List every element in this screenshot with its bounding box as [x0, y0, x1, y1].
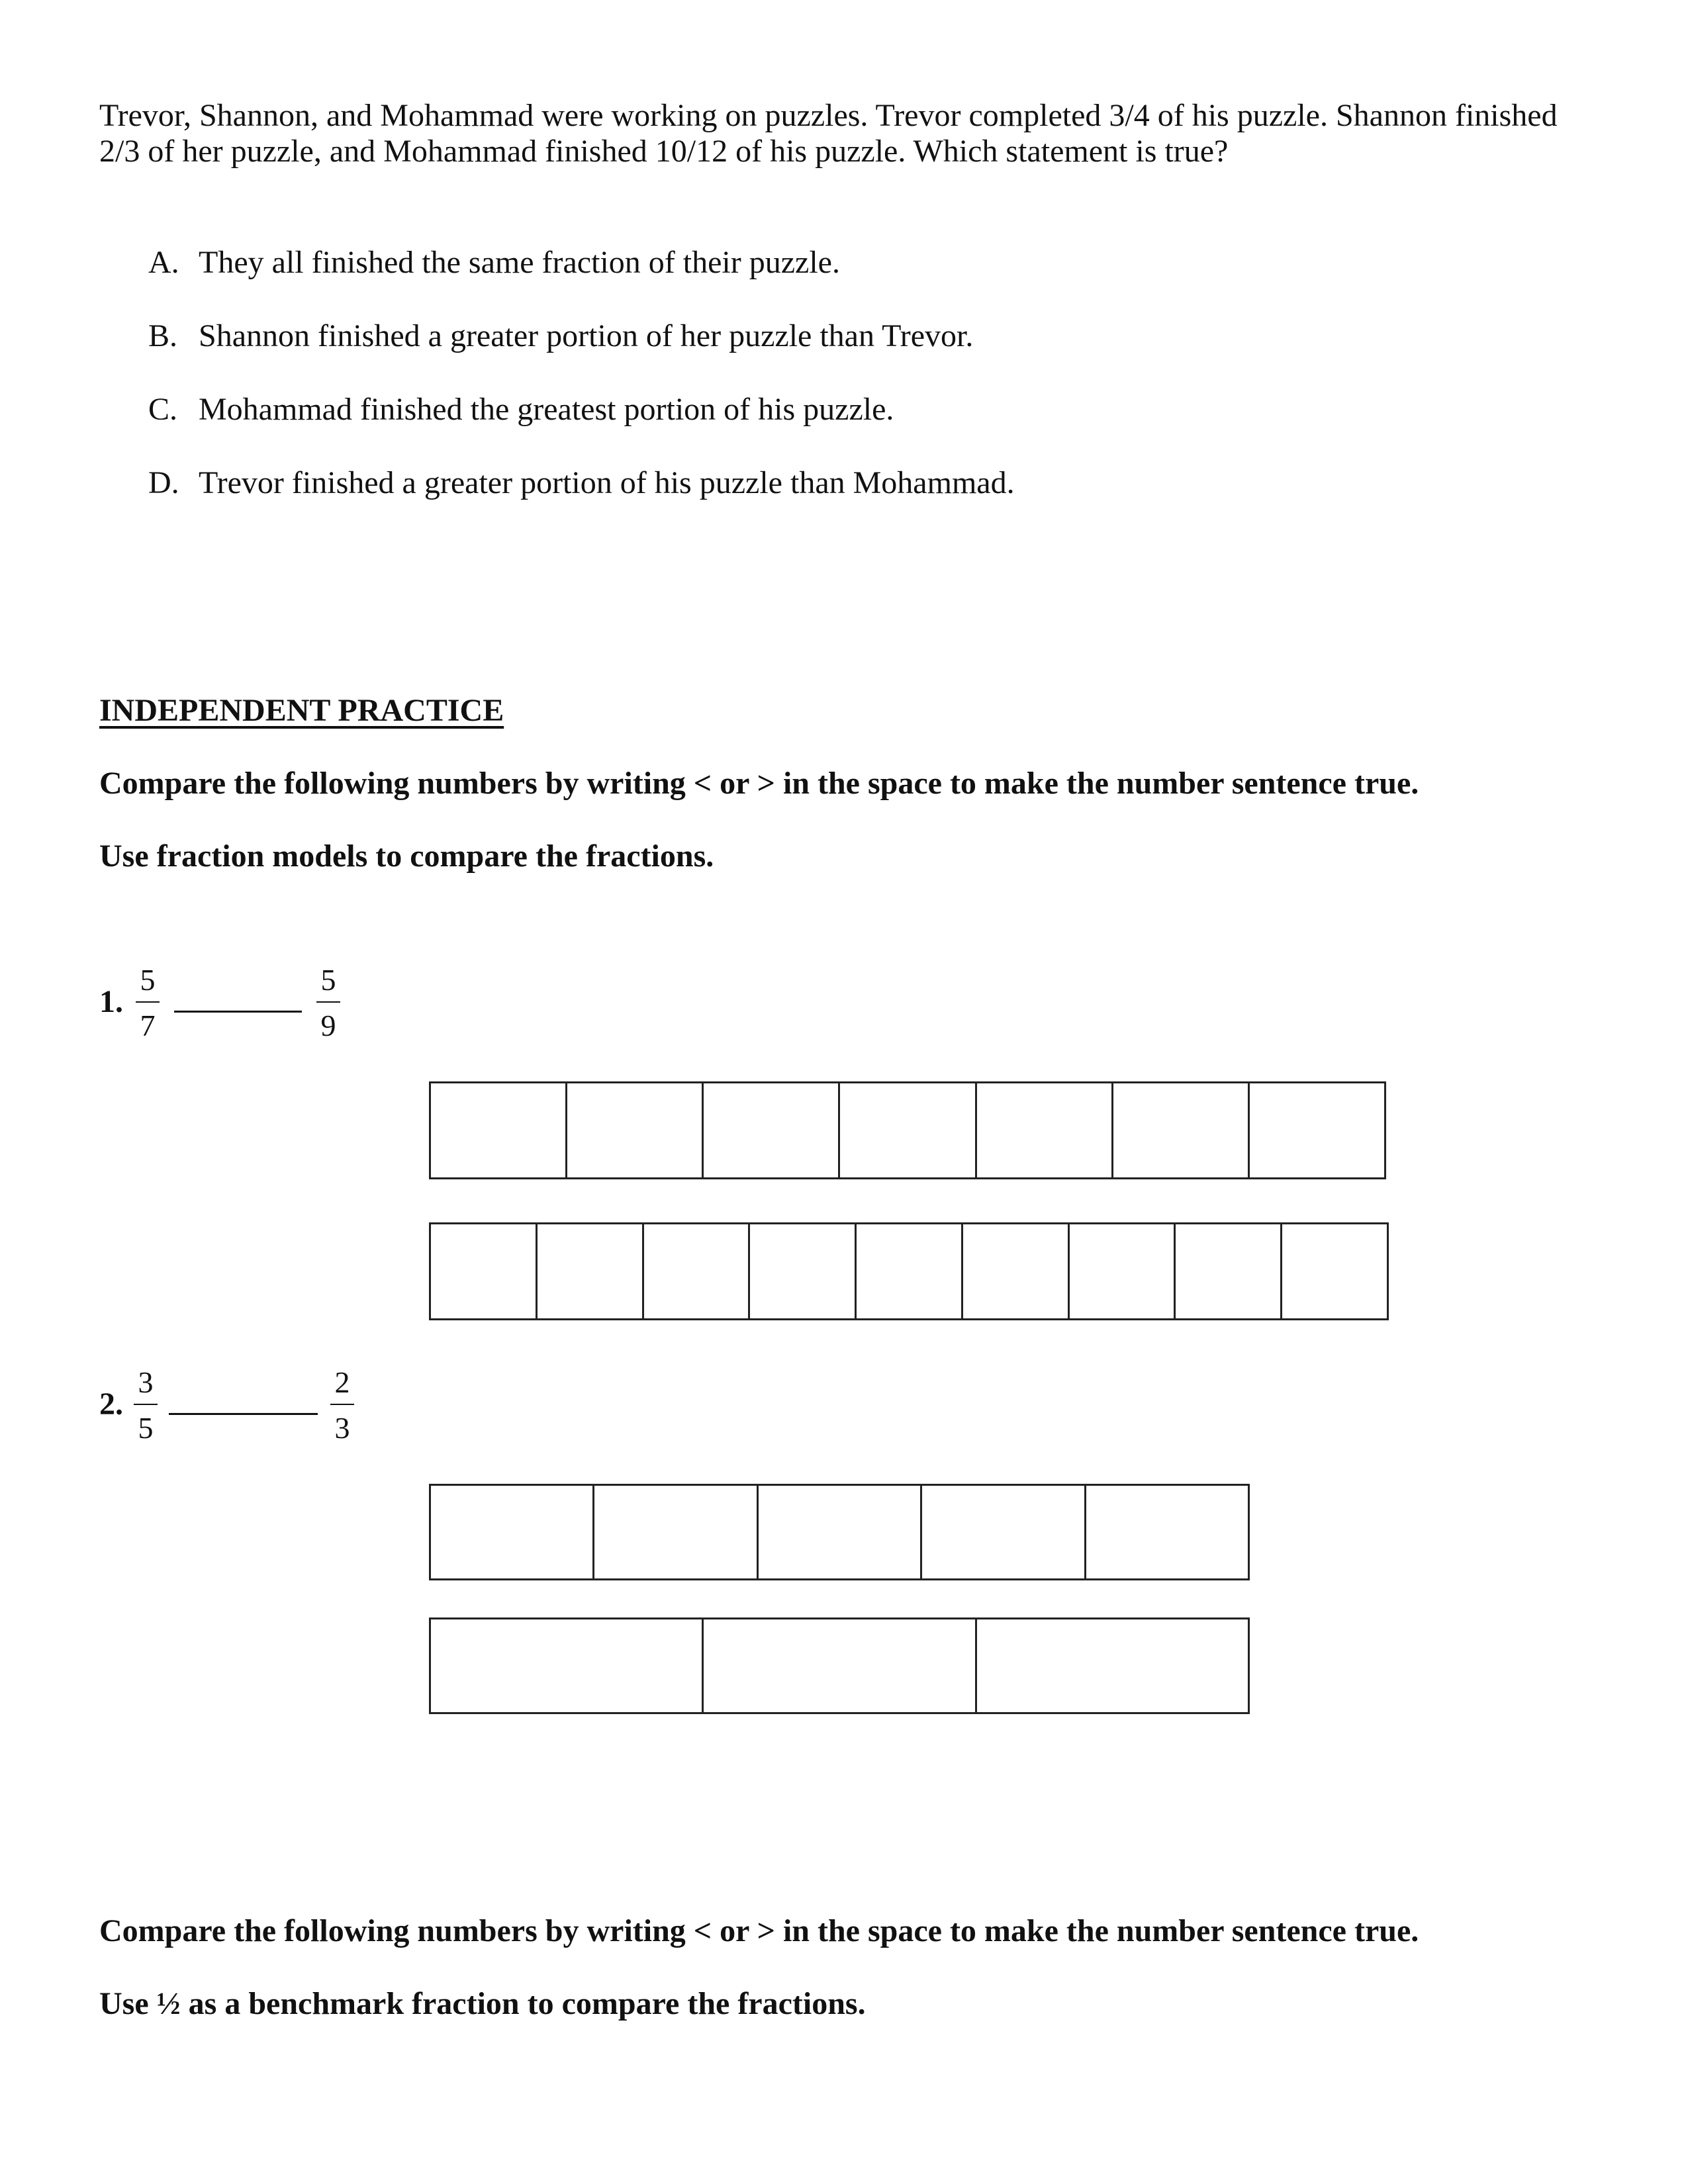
- model-cell: [857, 1224, 963, 1318]
- fraction-model-ninths: [429, 1222, 1389, 1320]
- problem-number: 1.: [99, 984, 123, 1019]
- word-problem-text: Trevor, Shannon, and Mohammad were working on puzzles. Trevor completed 3/4 of his puzzle. Shannon finished 2/3 of her puzzle, and Mohammad finished 10/12 of his puzzle. Which statement is true?: [99, 98, 1558, 169]
- model-cell: [963, 1224, 1070, 1318]
- answer-blank[interactable]: [174, 1011, 302, 1013]
- choice-letter: A.: [148, 245, 179, 280]
- model-cell: [431, 1083, 567, 1177]
- choice-text: They all finished the same fraction of their puzzle.: [199, 245, 840, 280]
- model-cell: [1070, 1224, 1176, 1318]
- fraction-numerator: 5: [140, 963, 156, 997]
- model-cell: [1282, 1224, 1387, 1318]
- section-heading: INDEPENDENT PRACTICE: [99, 693, 504, 728]
- model-cell: [750, 1224, 857, 1318]
- model-cell: [431, 1224, 538, 1318]
- choice-text: Mohammad finished the greatest portion of his puzzle.: [199, 392, 894, 427]
- model-cell: [1113, 1083, 1250, 1177]
- choice-text: Shannon finished a greater portion of her puzzle than Trevor.: [199, 318, 974, 353]
- fraction-numerator: 2: [334, 1365, 350, 1399]
- fraction-denominator: 5: [138, 1411, 154, 1445]
- problem-number: 2.: [99, 1387, 123, 1422]
- instruction-compare-2: Compare the following numbers by writing < or > in the space to make the number sentence true.: [99, 1913, 1419, 1948]
- model-cell: [431, 1619, 704, 1712]
- model-cell: [644, 1224, 751, 1318]
- model-cell: [977, 1619, 1248, 1712]
- fraction-bar: [134, 1404, 158, 1405]
- instruction-models: Use fraction models to compare the fractions.: [99, 839, 714, 874]
- model-cell: [567, 1083, 704, 1177]
- fraction-model-sevenths: [429, 1081, 1386, 1179]
- instruction-benchmark: Use ½ as a benchmark fraction to compare the fractions.: [99, 1986, 866, 2021]
- model-cell: [1086, 1486, 1248, 1578]
- fraction-bar: [136, 1001, 160, 1003]
- model-cell: [759, 1486, 922, 1578]
- model-cell: [704, 1619, 976, 1712]
- choice-letter: B.: [148, 318, 178, 353]
- fraction-model-fifths: [429, 1484, 1250, 1580]
- model-cell: [704, 1083, 840, 1177]
- fraction-model-thirds: [429, 1617, 1250, 1714]
- model-cell: [594, 1486, 758, 1578]
- instruction-compare: Compare the following numbers by writing < or > in the space to make the number sentence true.: [99, 766, 1419, 801]
- choice-a: [148, 245, 840, 281]
- fraction-numerator: 3: [138, 1365, 154, 1399]
- fraction-denominator: 3: [334, 1411, 350, 1445]
- choice-d: [148, 465, 1015, 501]
- choice-c: [148, 392, 894, 428]
- choice-b: [148, 318, 973, 354]
- model-cell: [1250, 1083, 1384, 1177]
- fraction-numerator: 5: [320, 963, 336, 997]
- answer-blank[interactable]: [169, 1413, 318, 1415]
- model-cell: [431, 1486, 594, 1578]
- fraction-denominator: 7: [140, 1009, 156, 1042]
- choice-text: Trevor finished a greater portion of his puzzle than Mohammad.: [199, 465, 1015, 500]
- fraction-bar: [316, 1001, 340, 1003]
- choice-letter: D.: [148, 465, 179, 500]
- model-cell: [922, 1486, 1086, 1578]
- model-cell: [840, 1083, 976, 1177]
- fraction-denominator: 9: [320, 1009, 336, 1042]
- model-cell: [538, 1224, 644, 1318]
- choice-letter: C.: [148, 392, 178, 427]
- model-cell: [1176, 1224, 1282, 1318]
- model-cell: [977, 1083, 1113, 1177]
- fraction-bar: [330, 1404, 354, 1405]
